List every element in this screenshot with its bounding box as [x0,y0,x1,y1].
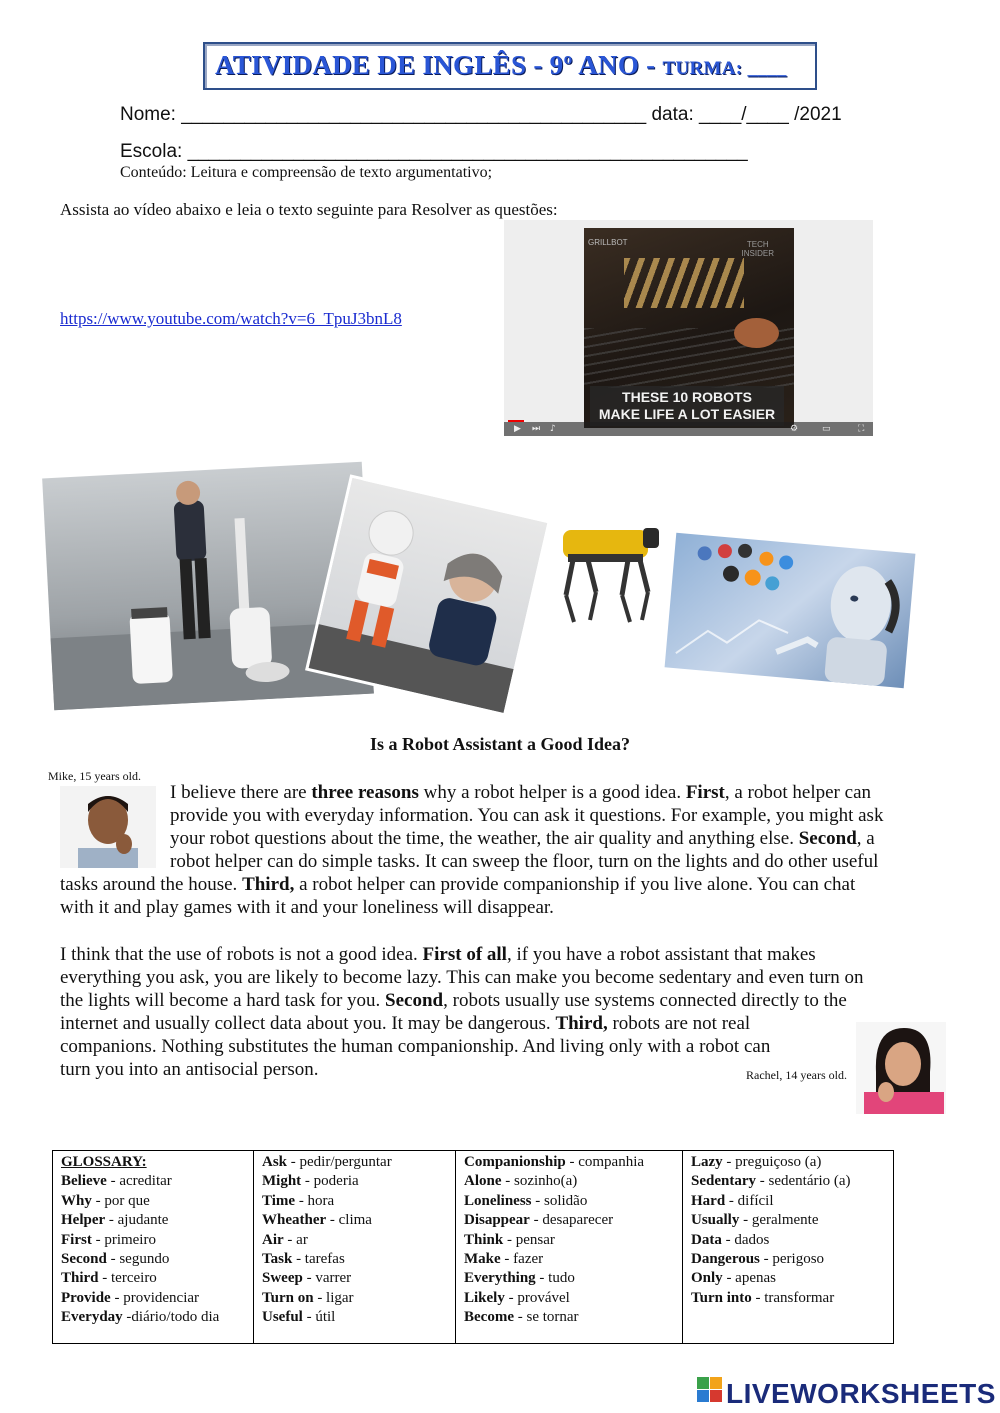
glossary-entry: Turn on - ligar [262,1289,354,1306]
glossary-entry: Hard - difícil [691,1192,774,1209]
liveworksheets-brand: LIVEWORKSHEETS [726,1378,996,1409]
p2-line-5: companions. Nothing substitutes the human companionship. And living only with a robot can [60,1036,771,1057]
ai-robot-graphic [665,533,916,688]
p2-line-2: everything you ask, you are likely to become lazy. This can make you become sedentary and even turn on [60,967,864,988]
video-caption-line-2: MAKE LIFE A LOT EASIER [598,406,776,422]
glossary-column-2 [254,1151,456,1344]
p2-line-6: turn you into an antisocial person. [60,1059,319,1080]
paragraph-2-lines-1-3 [60,943,940,1012]
glossary-entry: Useful - útil [262,1309,336,1326]
p1-line-6: with it and play games with it and your loneliness will disappear. [60,897,554,918]
glossary-entry: Disappear - desaparecer [464,1212,614,1229]
glossary-entry: Might - poderia [262,1173,359,1190]
instructions: Assista ao vídeo abaixo e leia o texto seguinte para Resolver as questões: [60,200,558,219]
glossary-entry: Make - fazer [464,1251,544,1268]
fries-graphic [624,258,744,308]
nao-robot-photo [305,474,551,716]
p1-line-4: robot helper can do simple tasks. It can sweep the floor, turn on the lights and do other useful [170,851,879,872]
glossary-table [52,1150,894,1344]
glossary-entry: Sweep - varrer [262,1270,352,1287]
video-thumbnail[interactable] [504,220,873,436]
glossary-entry: Why - por que [61,1192,150,1209]
article-headline: Is a Robot Assistant a Good Idea? [369,734,631,754]
mike-portrait-graphic [60,786,156,868]
glossary-entry: Companionship - companhia [464,1154,645,1170]
glossary-entry: Become - se tornar [464,1309,579,1326]
glossary-entry: Task - tarefas [262,1251,345,1268]
video-brand-right-2: INSIDER [741,249,774,258]
theater-icon[interactable]: ▭ [822,424,831,434]
settings-icon[interactable]: ⚙ [790,424,799,434]
glossary-column-4 [683,1151,894,1344]
fullscreen-icon[interactable]: ⛶ [858,424,865,434]
glossary-entry: Alone - sozinho(a) [464,1173,578,1190]
video-brand-left: GRILLBOT [588,238,628,247]
glossary-entry: Only - apenas [691,1270,776,1287]
food-graphic [734,318,779,348]
video-brand-right-1: TECH [746,240,769,249]
title-main: ATIVIDADE DE INGLÊS - 9º ANO - [215,50,663,80]
p2-line-1: I think that the use of robots is not a good idea. First of all, if you have a robot assistant that makes [60,944,816,965]
glossary-entry: Ask - pedir/perguntar [262,1154,392,1170]
glossary-entry: Likely - provável [464,1289,570,1306]
name-date-field[interactable]: Nome: ____________________________________________ data: ____/____ /2021 [120,104,842,125]
p1-line-3: your robot questions about the time, the weather, the air quality and anything else. Second, a [170,828,875,849]
paragraph-2-lines-4-6 [60,1012,850,1081]
glossary-entry: Third - terceiro [61,1270,157,1287]
worksheet-title [215,50,787,81]
glossary-entry: Usually - geralmente [691,1212,819,1229]
glossary-entry: Sedentary - sedentário (a) [691,1173,851,1190]
paragraph-1-lines-1-4 [170,781,940,873]
glossary-entry: Provide - providenciar [61,1289,200,1306]
glossary-entry: Air - ar [262,1231,308,1248]
volume-icon[interactable]: ♪ [550,424,556,434]
glossary-column-3 [456,1151,683,1344]
nao-robot-graphic [309,478,548,713]
glossary-entry: Lazy - preguiçoso (a) [691,1154,822,1170]
paragraph-1-lines-5-6 [60,873,940,919]
video-controls [504,422,873,436]
glossary-entry: Data - dados [691,1231,770,1248]
glossary-entry: Everything - tudo [464,1270,575,1287]
youtube-link[interactable]: https://www.youtube.com/watch?v=6_TpuJ3bnL8 [60,309,402,328]
glossary-entry: Everyday -diário/todo dia [61,1309,220,1326]
glossary-entry: Helper - ajudante [61,1212,169,1229]
robot-dog-graphic [548,510,663,630]
video-caption [590,386,784,426]
rachel-portrait [856,1022,946,1119]
glossary-title: GLOSSARY: [61,1154,147,1170]
glossary-entry: First - primeiro [61,1231,156,1248]
play-icon[interactable]: ▶ [514,424,521,434]
glossary-entry: Turn into - transformar [691,1289,835,1306]
glossary-entry: Believe - acreditar [61,1173,172,1190]
liveworksheets-logo-icon [697,1375,723,1410]
rachel-portrait-graphic [856,1022,946,1114]
p1-line-1: I believe there are three reasons why a robot helper is a good idea. First, a robot helper can [170,782,872,803]
video-caption-line-1: THESE 10 ROBOTS [622,389,752,405]
robot-dog-photo [548,510,663,630]
glossary-entry: Loneliness - solidão [464,1192,588,1209]
p1-line-2: provide you with everyday information. You can ask it questions. For example, you might ask [170,805,884,826]
ai-robot-crypto-photo [665,533,916,688]
glossary-entry: Dangerous - perigoso [691,1251,825,1268]
glossary-entry: Time - hora [262,1192,335,1209]
mike-portrait [60,786,156,873]
school-field[interactable]: Escola: _____________________________________________________ [120,141,748,162]
glossary-column-1 [53,1151,254,1344]
glossary-entry: Second - segundo [61,1251,170,1268]
video-brand-right [742,240,774,258]
glossary-entry: Think - pensar [464,1231,555,1248]
title-turma: TURMA: ____ [662,58,787,79]
glossary-entry: Wheather - clima [262,1212,372,1229]
rachel-caption: Rachel, 14 years old. [746,1068,847,1082]
p1-line-5: tasks around the house. Third, a robot helper can provide companionship if you live alone. You can chat [60,874,856,895]
next-icon[interactable]: ⏭ [532,424,541,434]
mike-caption: Mike, 15 years old. [48,769,141,783]
p2-line-3: the lights will become a hard task for you. Second, robots usually use systems connected directly to the [60,990,847,1011]
p2-line-4: internet and usually collect data about you. It may be dangerous. Third, robots are not real [60,1013,751,1034]
content-line: Conteúdo: Leitura e compreensão de texto argumentativo; [120,164,493,181]
